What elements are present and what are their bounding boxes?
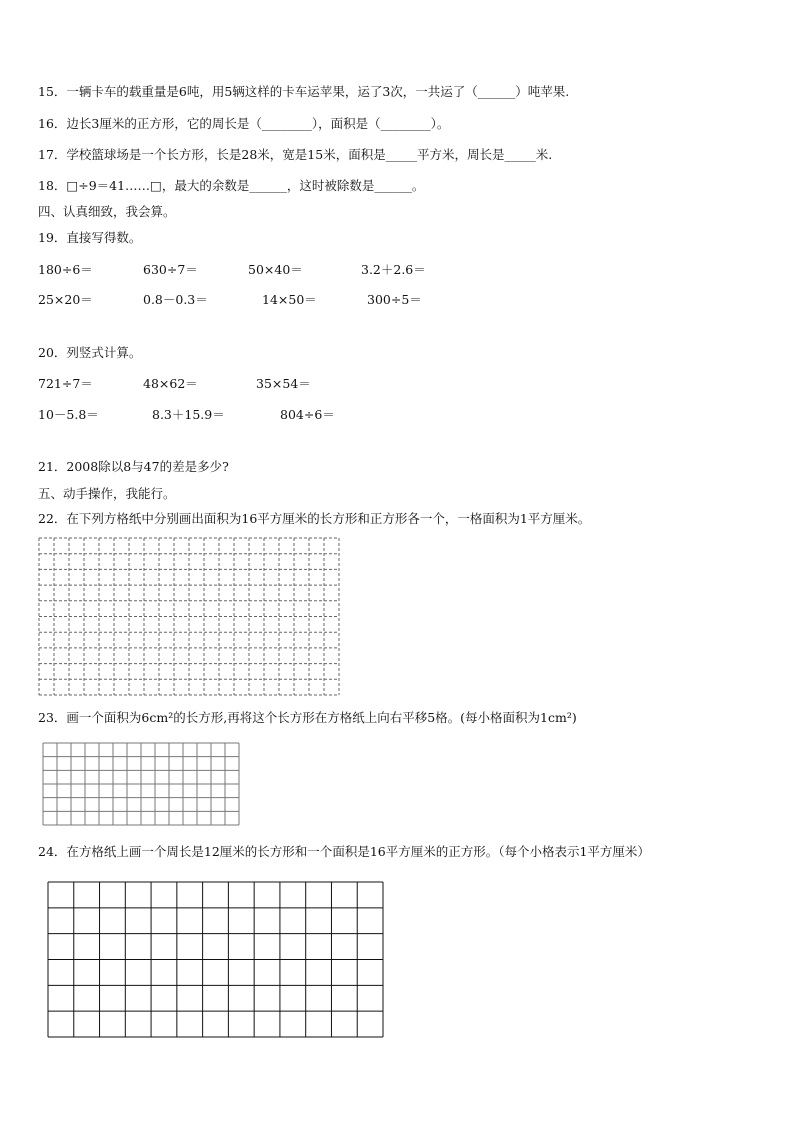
q20-item-1: 721÷7＝	[38, 376, 93, 391]
question-24: 24．在方格纸上画一个周长是12厘米的长方形和一个面积是16平方厘米的正方形。（每个小格表示1平方厘米）	[38, 844, 650, 859]
q19-item-6: 0.8－0.3＝	[143, 292, 208, 307]
q23-grid-paper[interactable]	[42, 742, 240, 826]
q19-item-8: 300÷5＝	[367, 292, 422, 307]
question-15: 15．一辆卡车的载重量是6吨，用5辆这样的卡车运苹果，运了3次，一共运了（______）吨苹果.	[38, 84, 570, 99]
q20-item-5: 8.3＋15.9＝	[152, 407, 225, 422]
q20-item-3: 35×54＝	[256, 376, 311, 391]
question-17: 17．学校篮球场是一个长方形，长是28米，宽是15米，面积是_____平方米，周长是_____米.	[38, 147, 553, 162]
q20-item-6: 804÷6＝	[280, 407, 335, 422]
question-21: 21．2008除以8与47的差是多少?	[38, 459, 229, 474]
q20-item-4: 10－5.8＝	[38, 407, 99, 422]
question-16: 16．边长3厘米的正方形，它的周长是（________），面积是（________）。	[38, 116, 450, 131]
section-4-heading: 四、认真细致，我会算。	[38, 204, 176, 219]
question-18: 18．□÷9＝41……□，最大的余数是______，这时被除数是______。	[38, 178, 425, 193]
question-22: 22．在下列方格纸中分别画出面积为16平方厘米的长方形和正方形各一个，一格面积为1平方厘米。	[38, 511, 591, 526]
question-19: 19．直接写得数。	[38, 230, 142, 245]
question-20: 20．列竖式计算。	[38, 345, 142, 360]
question-23: 23．画一个面积为6cm²的长方形,再将这个长方形在方格纸上向右平移5格。(每小格面积为1cm²)	[38, 710, 577, 725]
q22-grid-paper[interactable]	[38, 537, 340, 696]
q24-grid-paper[interactable]	[47, 881, 384, 1038]
q19-item-1: 180÷6＝	[38, 262, 93, 277]
section-5-heading: 五、动手操作，我能行。	[38, 486, 176, 501]
q19-item-4: 3.2＋2.6＝	[361, 262, 426, 277]
q19-item-7: 14×50＝	[262, 292, 317, 307]
q19-item-2: 630÷7＝	[143, 262, 198, 277]
q20-item-2: 48×62＝	[143, 376, 198, 391]
q19-item-5: 25×20＝	[38, 292, 93, 307]
q19-item-3: 50×40＝	[248, 262, 303, 277]
